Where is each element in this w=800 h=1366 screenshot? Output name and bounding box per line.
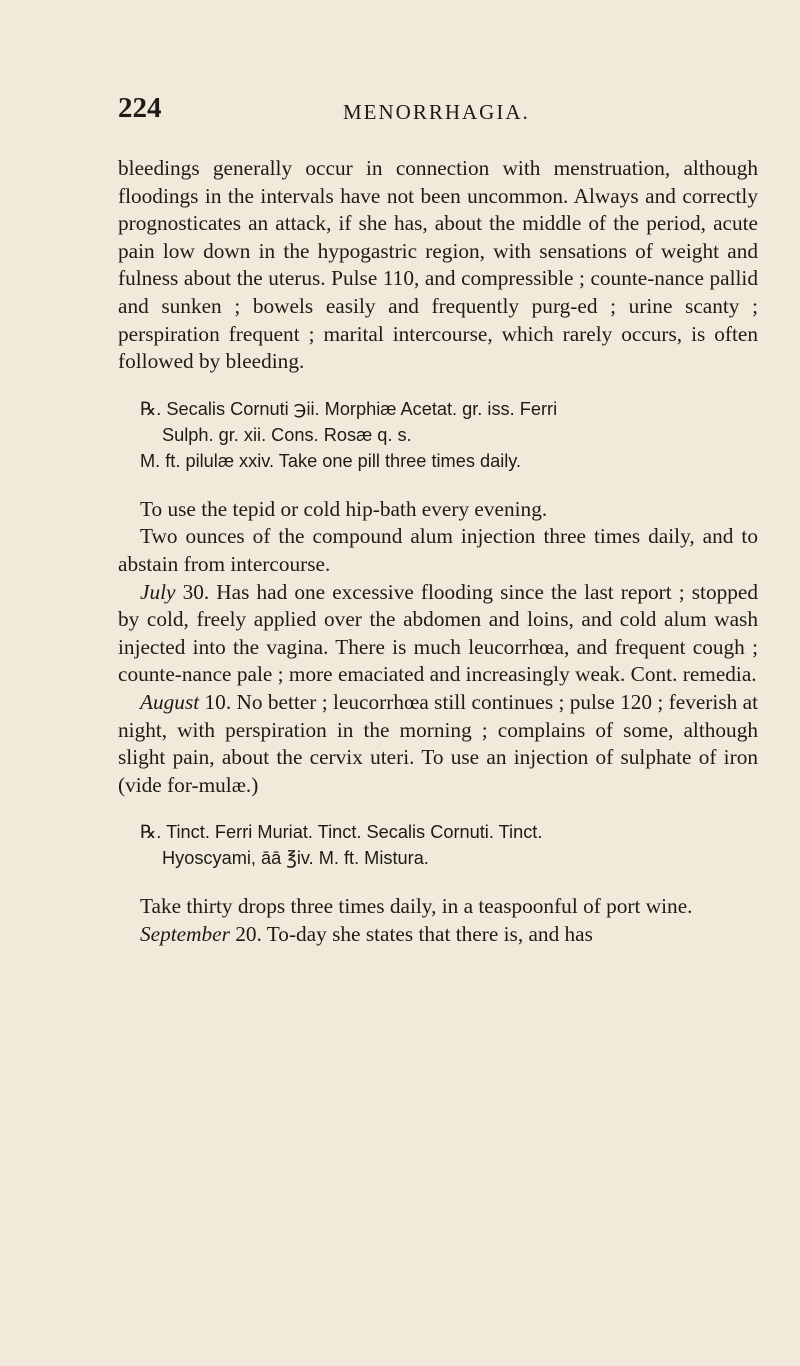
paragraph-alum-injection: Two ounces of the compound alum injection three times daily, and to abstain from intercourse. [118,524,758,576]
prescription-2 [118,819,758,871]
prescription-1-line-1: ℞. Secalis Cornuti ℈ii. Morphiæ Acetat. gr. iss. Ferri [140,398,558,419]
date-august: August [140,689,200,714]
page-number: 224 [118,92,162,124]
august-entry-text: 10. No better ; leucorrhœa still continues ; pulse 120 ; feverish at night, with perspiration in the morning ; complains of some, although slight pain, about the cervix uteri. To use an injection of sulphate of iron (vide for-mulæ.) [118,689,758,797]
prescription-1-line-2: Sulph. gr. xii. Cons. Rosæ q. s. [162,424,412,445]
paragraph-dosage: Take thirty drops three times daily, in a teaspoonful of port wine. [140,894,693,919]
paragraph-september [118,921,758,949]
date-july: July [140,579,176,604]
body-text [118,155,758,948]
september-entry-text: 20. To-day she states that there is, and has [229,921,593,946]
prescription-1 [118,396,758,474]
paragraph-august [118,689,758,799]
prescription-1-line-3: M. ft. pilulæ xxiv. Take one pill three times daily. [140,450,522,471]
paragraph-july [118,579,758,689]
july-entry-text: 30. Has had one excessive flooding since the last report ; stopped by cold, freely applied over the abdomen and loins, and cold alum wash injected into the vagina. There is much leucorrhœa, and frequent cough ; counte-nance pale ; more emaciated and increasingly weak. Cont. remedia. [118,579,758,687]
running-head: MENORRHAGIA. [343,100,530,124]
paragraph-hip-bath: To use the tepid or cold hip-bath every evening. [140,496,548,521]
page-header [118,92,758,132]
prescription-2-line-1: ℞. Tinct. Ferri Muriat. Tinct. Secalis Cornuti. Tinct. [140,822,543,843]
prescription-2-line-2: Hyoscyami, āā ℥iv. M. ft. Mistura. [162,848,429,869]
paragraph-case-history: bleedings generally occur in connection with menstruation, although floodings in the intervals have not been uncommon. Always and correctly prognosticates an attack, if she has, about the middle of the period, acute pain low down in the hypogastric region, with sensations of weight and fulness about the uterus. Pulse 110, and compressible ; counte-nance pallid and sunken ; bowels easily and frequently purg-ed ; urine scanty ; perspiration frequent ; marital intercourse, which rarely occurs, is often followed by bleeding. [118,156,758,374]
date-september: September [140,921,230,946]
